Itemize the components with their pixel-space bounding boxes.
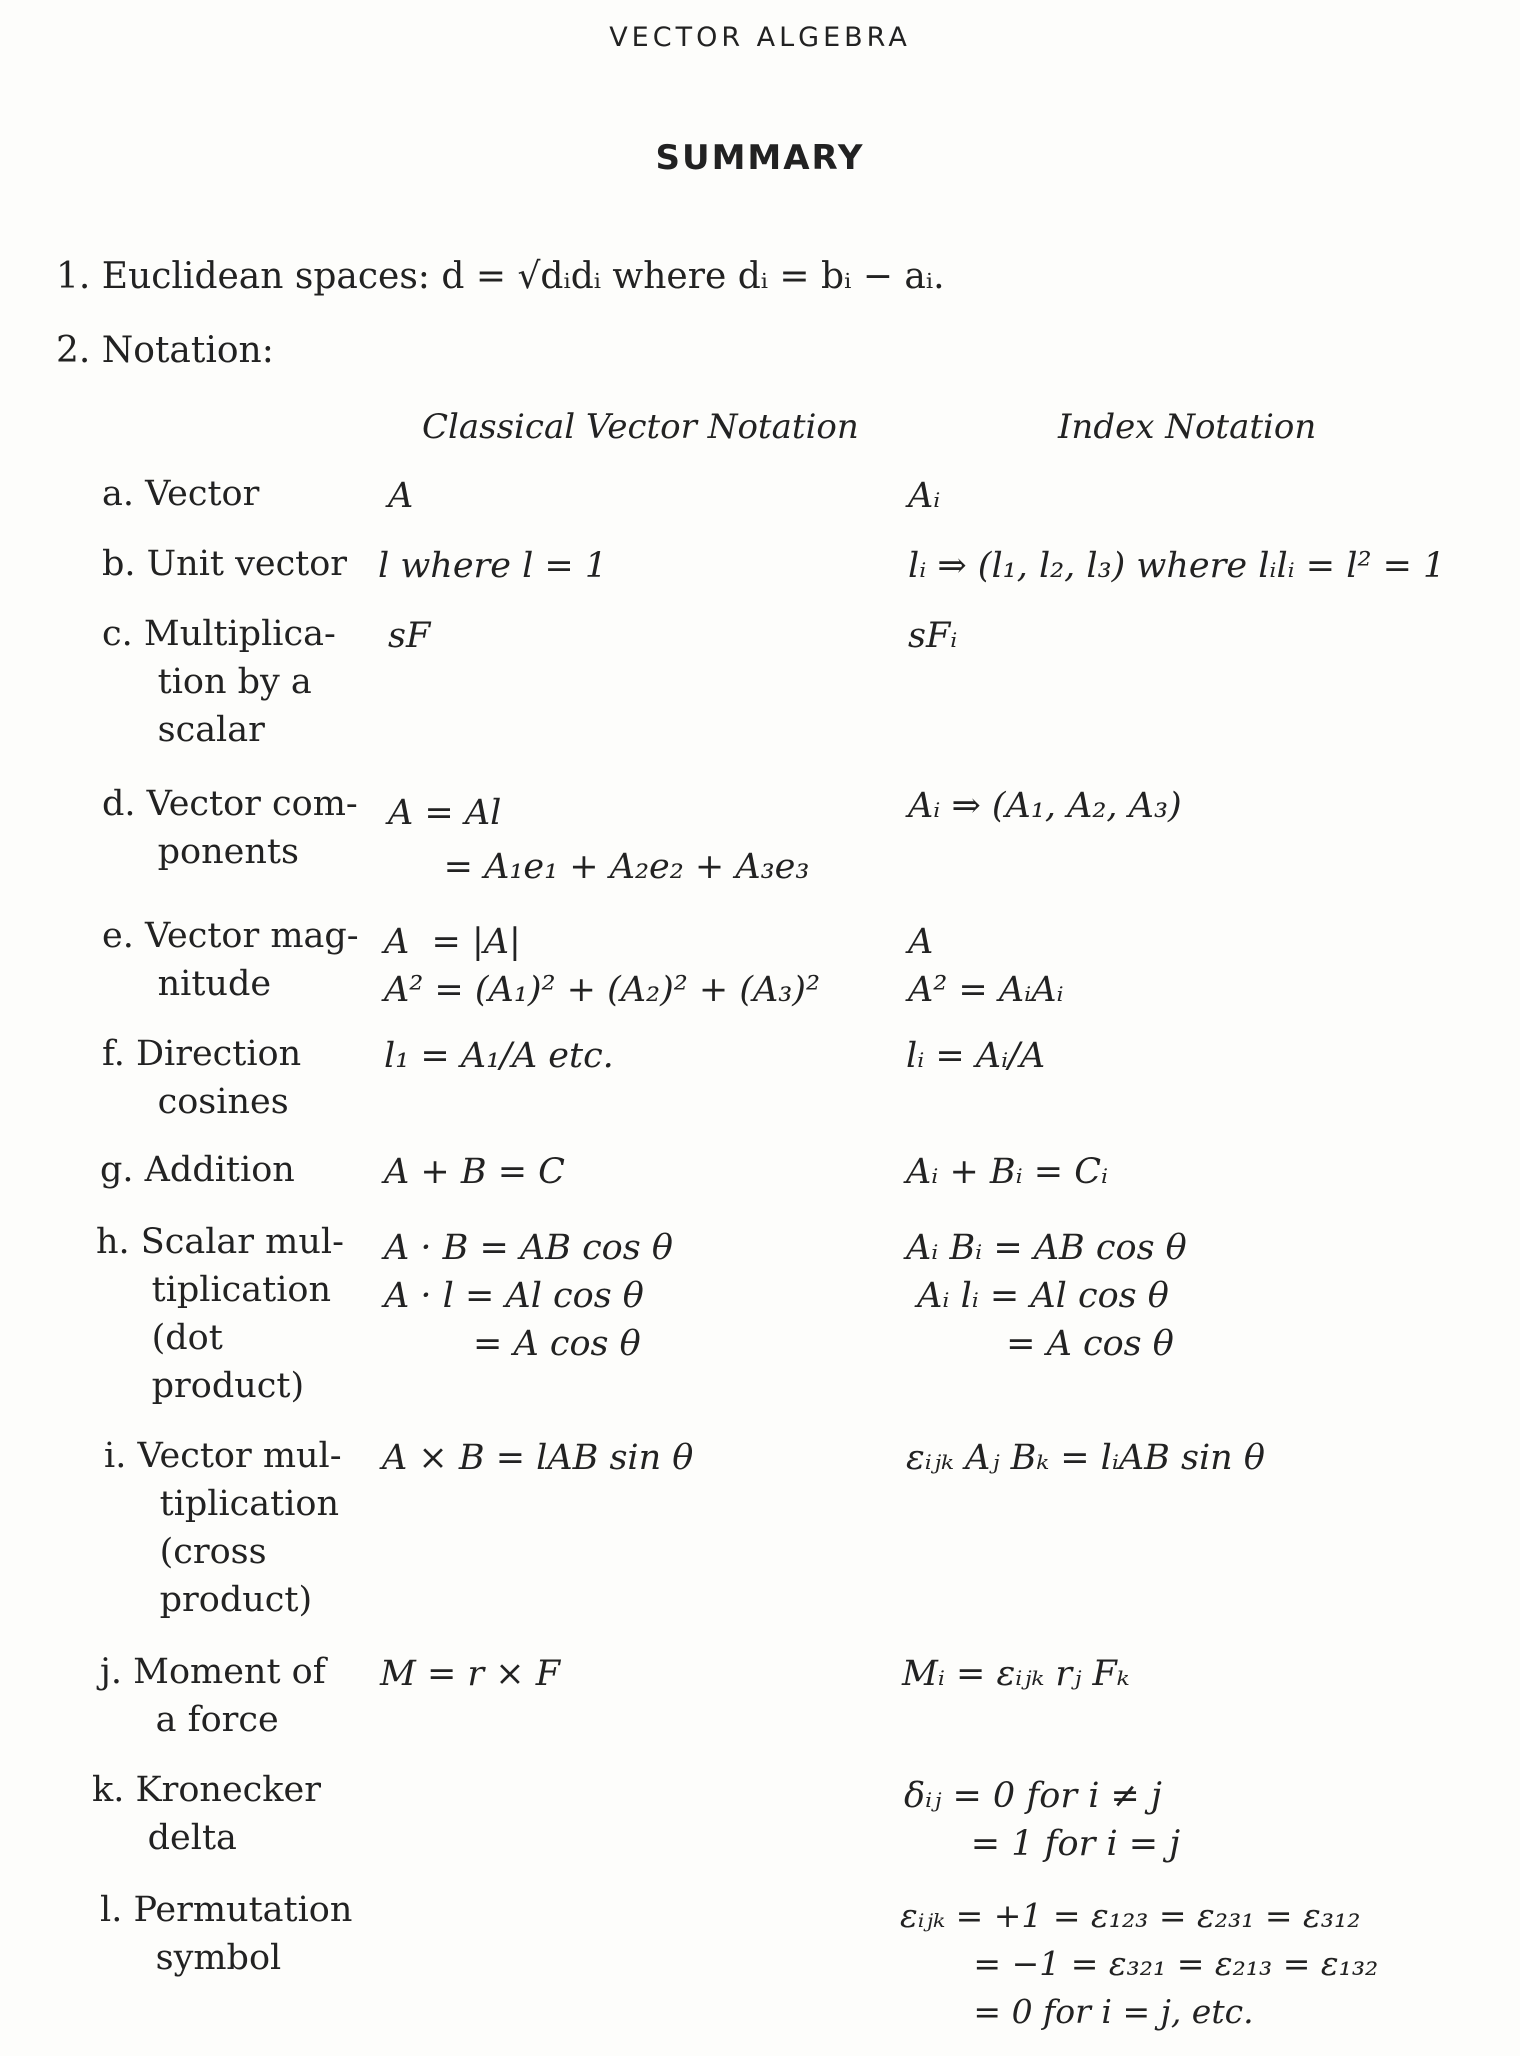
row-label-cross-product: i. Vector mul- tiplication (cross product) (104, 1436, 342, 1620)
row-label-addition: g. Addition (100, 1150, 295, 1190)
row-classical-cross-product: A × B = lAB sin θ (382, 1438, 694, 1478)
row-classical-scalar-multiplication: sF (388, 616, 431, 656)
row-index-permutation-symbol: εᵢⱼₖ = +1 = ε₁₂₃ = ε₂₃₁ = ε₃₁₂ = −1 = ε₃₂₁ = ε₂₁₃ = ε₁₃₂ = 0 for i = j, etc. (900, 1896, 1379, 2031)
row-label-permutation-symbol: l. Permutation symbol (100, 1890, 353, 1978)
row-label-scalar-multiplication: c. Multiplica- tion by a scalar (102, 614, 336, 750)
point-euclidean-spaces: 1. Euclidean spaces: d = √dᵢdᵢ where dᵢ = bᵢ − aᵢ. (56, 256, 945, 297)
point-notation: 2. Notation: (56, 330, 274, 371)
row-classical-unit-vector: l where l = 1 (378, 546, 608, 586)
row-label-unit-vector: b. Unit vector (102, 544, 348, 584)
row-index-addition: Aᵢ + Bᵢ = Cᵢ (906, 1152, 1109, 1192)
row-index-kronecker-delta: δᵢⱼ = 0 for i ≠ j = 1 for i = j (904, 1776, 1181, 1864)
row-index-unit-vector: lᵢ ⇒ (l₁, l₂, l₃) where lᵢlᵢ = l² = 1 (908, 546, 1446, 586)
column-header-index: Index Notation (1058, 407, 1317, 447)
column-header-classical: Classical Vector Notation (422, 407, 859, 447)
row-classical-vector-components: A = Al = A₁e₁ + A₂e₂ + A₃e₃ (388, 793, 810, 887)
row-index-moment-of-force: Mᵢ = εᵢⱼₖ rⱼ Fₖ (902, 1654, 1130, 1694)
row-classical-direction-cosines: l₁ = A₁/A etc. (384, 1036, 614, 1076)
row-index-direction-cosines: lᵢ = Aᵢ/A (906, 1036, 1046, 1076)
row-index-cross-product: εᵢⱼₖ Aⱼ Bₖ = lᵢAB sin θ (906, 1438, 1265, 1478)
row-index-dot-product: Aᵢ Bᵢ = AB cos θ Aᵢ lᵢ = Al cos θ = A cos θ (906, 1228, 1187, 1364)
row-label-dot-product: h. Scalar mul- tiplication (dot product) (96, 1222, 344, 1406)
row-label-vector-magnitude: e. Vector mag- nitude (102, 916, 359, 1004)
running-header: VECTOR ALGEBRA (609, 22, 911, 53)
row-label-vector-components: d. Vector com- ponents (102, 784, 358, 872)
section-title: SUMMARY (655, 138, 865, 178)
row-classical-addition: A + B = C (384, 1152, 565, 1192)
row-label-moment-of-force: j. Moment of a force (100, 1652, 326, 1740)
row-label-kronecker-delta: k. Kronecker delta (92, 1770, 321, 1858)
row-index-vector-magnitude: A A² = AᵢAᵢ (908, 922, 1064, 1010)
row-classical-dot-product: A · B = AB cos θ A · l = Al cos θ = A cos θ (384, 1228, 673, 1364)
row-label-direction-cosines: f. Direction cosines (102, 1034, 302, 1122)
row-index-vector-components: Aᵢ ⇒ (A₁, A₂, A₃) (908, 786, 1182, 826)
row-index-scalar-multiplication: sFᵢ (908, 616, 958, 656)
row-label-vector: a. Vector (102, 474, 260, 514)
row-classical-vector: A (388, 476, 414, 516)
row-classical-moment-of-force: M = r × F (380, 1654, 561, 1694)
row-index-vector: Aᵢ (908, 476, 941, 516)
row-classical-vector-magnitude: A = |A| A² = (A₁)² + (A₂)² + (A₃)² (384, 922, 820, 1010)
